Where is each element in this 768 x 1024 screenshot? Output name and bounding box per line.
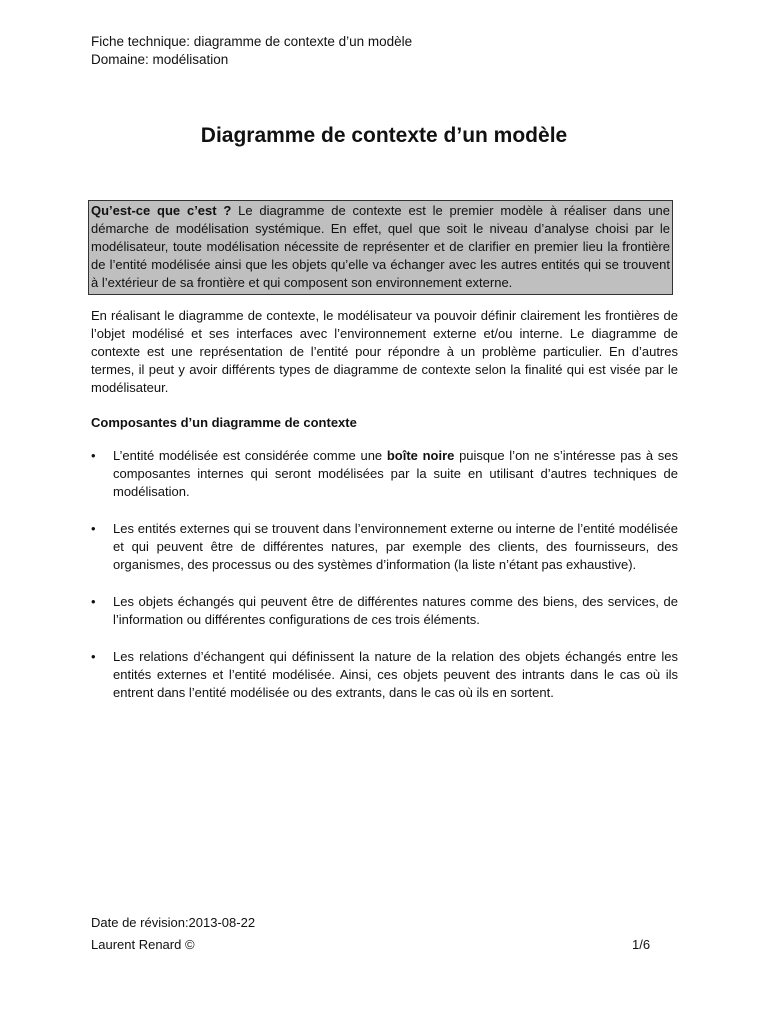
- bullet-icon: •: [91, 448, 96, 463]
- section-heading: Composantes d’un diagramme de contexte: [91, 415, 357, 430]
- intro-lead: Qu’est-ce que c’est ?: [91, 203, 232, 218]
- list-item-text-before: L’entité modélisée est considérée comme une: [113, 448, 387, 463]
- intro-box: [88, 200, 673, 295]
- components-list: [91, 447, 678, 721]
- intro-text: Le diagramme de contexte est le premier modèle à réaliser dans une démarche de modélisation systémique. En effet, quel que soit le niveau d’analyse choisi par le modélisateur, toute modélisation nécessite de représenter et de clarifier en premier lieu la frontière de l’entité modélisée ainsi que les objets qu’elle va échanger avec les autres entités qui se trouvent à l’extérieur de sa frontière et qui composent son environnement externe.: [91, 203, 670, 290]
- bullet-icon: •: [91, 649, 96, 664]
- list-item-text: Les relations d’échangent qui définissent la nature de la relation des objets échangés entre les entités externes et l’entité modélisée. Ainsi, ces objets peuvent des intrants dans le cas où ils entrent dans l’entité modélisée ou des extrants, dans le cas où ils en sortent.: [113, 649, 678, 700]
- list-item-text-after: puisque l’on ne s’intéresse pas à ses composantes internes qui seront modélisées par la suite en utilisant d’autres techniques de modélisation.: [113, 448, 678, 499]
- footer-revision-date: Date de révision:2013-08-22: [91, 915, 256, 930]
- page-title: Diagramme de contexte d’un modèle: [200, 124, 568, 147]
- body-paragraph: En réalisant le diagramme de contexte, le modélisateur va pouvoir définir clairement les frontières de l’objet modélisé et ses interfaces avec l’environnement externe et/ou interne. Le diagramme de contexte est une représentation de l’entité pour répondre à un problème particulier. En d’autres termes, il peut y avoir différents types de diagramme de contexte selon la finalité qui est visée par le modélisateur.: [91, 308, 678, 395]
- footer-author: Laurent Renard ©: [91, 937, 195, 952]
- list-item-text: Les entités externes qui se trouvent dans l’environnement externe ou interne de l’entité modélisée et qui peuvent être de différentes natures, par exemple des clients, des fournisseurs, des organismes, des processus ou des systèmes d’information (la liste n’étant pas exhaustive).: [113, 521, 678, 572]
- document-header: [91, 33, 412, 69]
- header-sheet-title: Fiche technique: diagramme de contexte d’un modèle: [91, 34, 413, 49]
- list-item: [91, 447, 678, 501]
- list-item: [91, 520, 678, 574]
- page-number: 1/6: [632, 937, 651, 952]
- list-item-bold: boîte noire: [386, 448, 455, 463]
- header-domain: Domaine: modélisation: [91, 52, 229, 67]
- list-item: [91, 593, 678, 629]
- bullet-icon: •: [91, 594, 96, 609]
- list-item: [91, 648, 678, 702]
- bullet-icon: •: [91, 521, 96, 536]
- list-item-text: Les objets échangés qui peuvent être de différentes natures comme des biens, des services, de l’information ou différentes configurations de ces trois éléments.: [113, 594, 678, 627]
